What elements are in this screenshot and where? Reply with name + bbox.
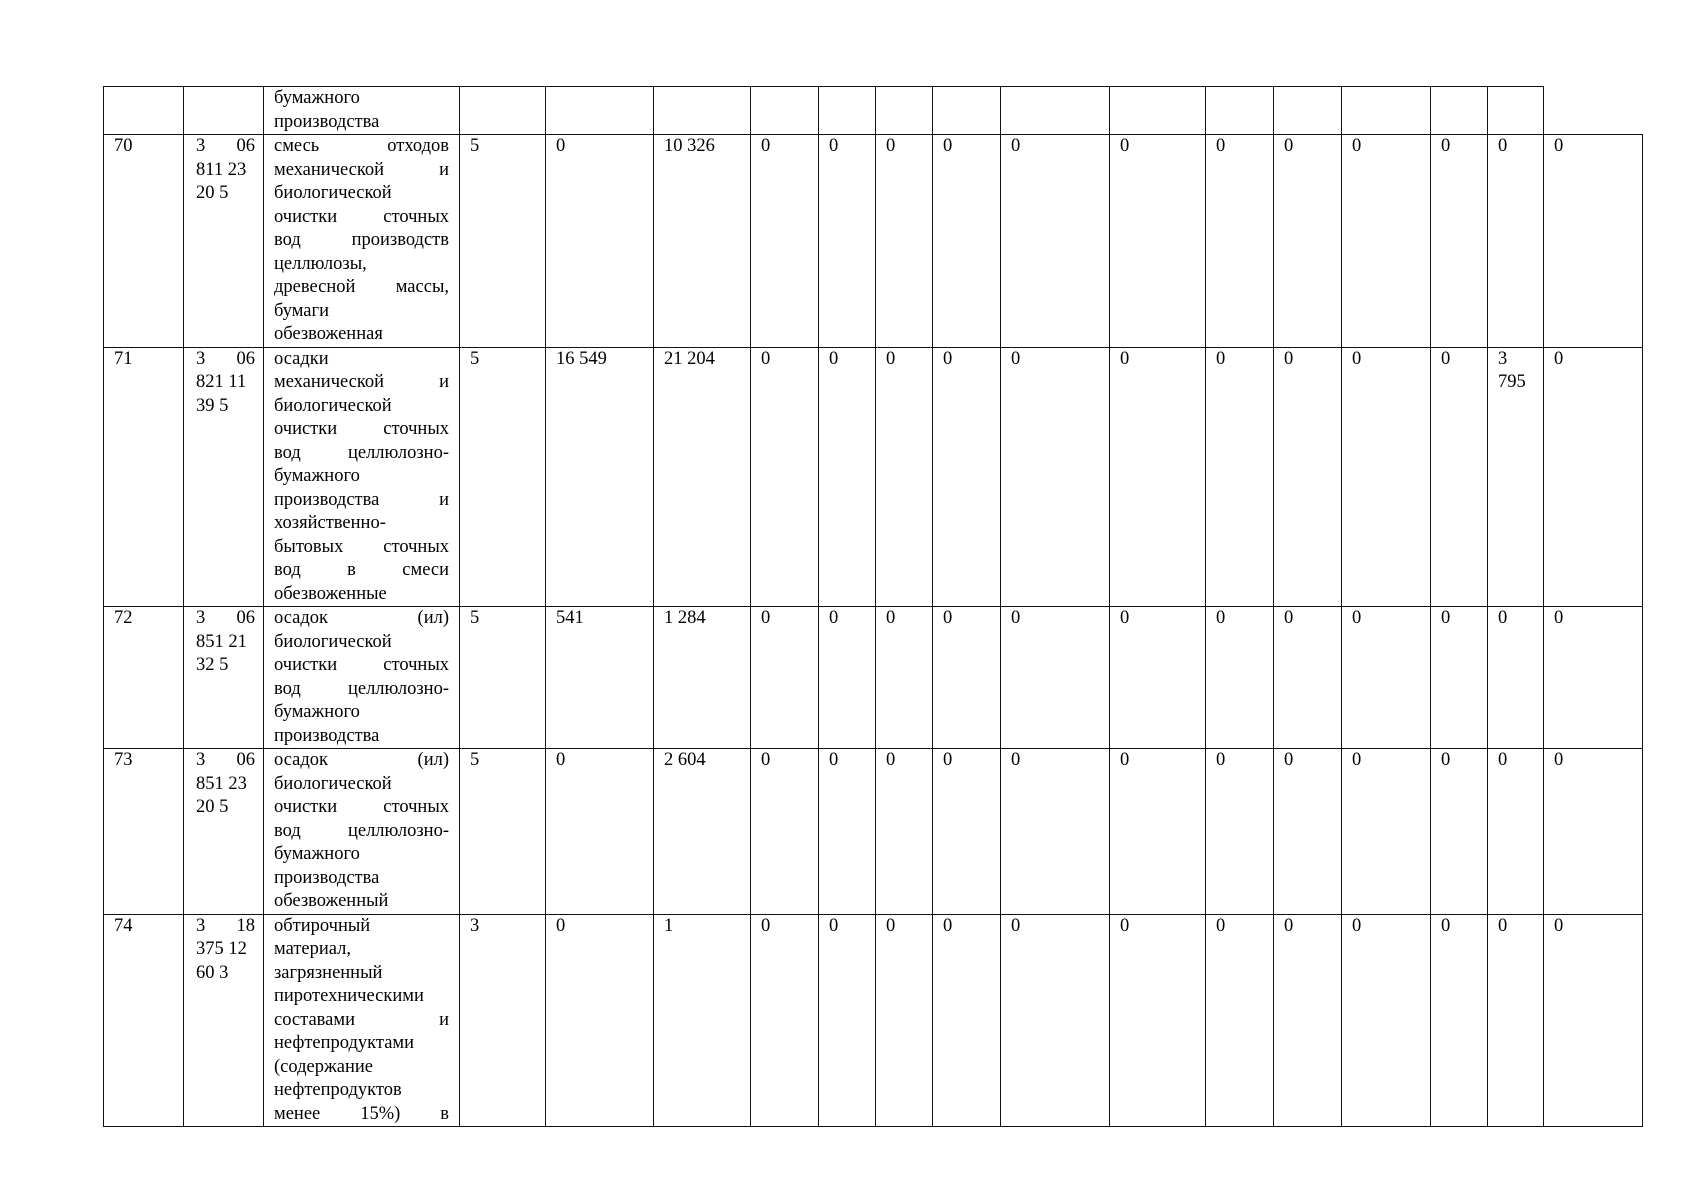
value-cell [1544, 914, 1643, 1127]
value: 0 [943, 750, 953, 770]
value: 0 [1216, 915, 1226, 936]
value-cell [654, 347, 751, 607]
value: 0 [943, 136, 953, 156]
description-line: обтирочный [274, 915, 371, 936]
description-line: пиротехническими [274, 986, 424, 1006]
value: 0 [761, 608, 771, 628]
value-cell [1206, 914, 1274, 1127]
description-line: очистки сточных [274, 797, 449, 817]
value: 0 [1554, 750, 1564, 770]
value: 0 [829, 136, 839, 156]
waste-code-line: 39 5 [196, 395, 229, 416]
waste-code-line: 32 5 [196, 655, 229, 675]
value: 0 [1441, 136, 1451, 156]
value: 0 [1284, 608, 1294, 628]
value: 16 549 [556, 348, 607, 369]
value-cell [1342, 914, 1431, 1127]
value-cell [654, 749, 751, 915]
value: 0 [1120, 348, 1130, 369]
value-cell [751, 749, 819, 915]
value: 0 [1011, 915, 1021, 936]
empty-cell [1274, 87, 1342, 135]
hazard-class: 3 [470, 915, 480, 936]
description-line: бытовых сточных [274, 536, 449, 557]
value: 0 [1284, 136, 1294, 156]
value-cell [546, 914, 654, 1127]
waste-code-line: 3 18 [196, 915, 255, 936]
value-cell [654, 135, 751, 348]
description-line: составами и [274, 1009, 449, 1030]
description-line: целлюлозы, [274, 253, 367, 274]
waste-code-line: 3 06 [196, 750, 255, 770]
table-row [104, 749, 1643, 915]
value: 0 [1554, 348, 1564, 369]
value: 0 [1216, 348, 1226, 369]
empty-cell [654, 87, 751, 135]
table-row [104, 347, 1643, 607]
value-cell [1431, 135, 1488, 348]
value-cell [1431, 347, 1488, 607]
value: 0 [1498, 136, 1508, 156]
table-row [104, 607, 1643, 749]
empty-cell [104, 87, 184, 135]
value-cell [876, 347, 933, 607]
waste-code-line: 60 3 [196, 962, 229, 983]
value-cell [933, 914, 1001, 1127]
description-cell [264, 607, 460, 749]
waste-code-line: 821 11 [196, 372, 247, 392]
value-cell [1110, 914, 1206, 1127]
hazard-class-cell [460, 347, 546, 607]
empty-cell [933, 87, 1001, 135]
value: 0 [1284, 348, 1294, 369]
value: 0 [1441, 348, 1451, 369]
waste-code-line: 375 12 [196, 939, 247, 959]
value: 0 [1498, 915, 1508, 936]
description-line: производства [274, 725, 380, 746]
row-number-cell [104, 135, 184, 348]
value: 0 [943, 915, 953, 936]
empty-cell [184, 87, 264, 135]
empty-cell [1488, 87, 1544, 135]
table-body [104, 87, 1643, 1127]
description-line: обезвоженные [274, 583, 387, 604]
waste-code-cell [184, 749, 264, 915]
value-cell [546, 749, 654, 915]
description-line: осадок (ил) [274, 608, 449, 628]
value: 0 [1120, 915, 1130, 936]
value-cell [1001, 135, 1110, 348]
value: 0 [1011, 348, 1021, 369]
description-cell [264, 347, 460, 607]
empty-cell [751, 87, 819, 135]
value: 0 [1011, 136, 1021, 156]
description-line: (содержание [274, 1056, 373, 1077]
hazard-class: 5 [470, 136, 480, 156]
value: 0 [886, 608, 896, 628]
value: 0 [1498, 608, 1508, 628]
value: 0 [556, 136, 566, 156]
value: 0 [556, 915, 566, 936]
value-cell [1274, 607, 1342, 749]
value: 0 [1441, 915, 1451, 936]
value: 0 [761, 915, 771, 936]
value: 0 [1011, 750, 1021, 770]
description-line: биологической [274, 773, 392, 794]
value-cell [1206, 135, 1274, 348]
value-cell [751, 914, 819, 1127]
waste-code-line: 3 06 [196, 136, 255, 156]
description-line: обезвоженная [274, 324, 383, 344]
value-cell [1001, 914, 1110, 1127]
value: 0 [1216, 608, 1226, 628]
value-cell [1001, 749, 1110, 915]
empty-cell [1342, 87, 1431, 135]
value-cell [1274, 347, 1342, 607]
value-cell [876, 914, 933, 1127]
value-cell [751, 135, 819, 348]
waste-code-line: 851 23 [196, 773, 247, 794]
value: 0 [886, 915, 896, 936]
value: 1 284 [664, 608, 706, 628]
value: 2 604 [664, 750, 706, 770]
row-number-cell [104, 749, 184, 915]
value-cell [546, 347, 654, 607]
table-row [104, 914, 1643, 1127]
value-cell [1342, 347, 1431, 607]
value-cell [933, 607, 1001, 749]
description-line: бумажного [274, 88, 360, 108]
waste-code-line: 20 5 [196, 183, 229, 203]
empty-cell [546, 87, 654, 135]
description-line: бумажного [274, 466, 360, 486]
value-cell [1206, 347, 1274, 607]
table-row-continuation [104, 87, 1643, 135]
value-cell [1544, 607, 1643, 749]
value: 0 [761, 348, 771, 369]
value-cell [654, 914, 751, 1127]
description-line: бумажного [274, 702, 360, 722]
waste-code-cell [184, 607, 264, 749]
value: 0 [1011, 608, 1021, 628]
description-line: бумаги [274, 300, 329, 321]
description-line: вод производств [274, 230, 449, 250]
description-cell [264, 135, 460, 348]
value-cell [1274, 749, 1342, 915]
hazard-class: 5 [470, 608, 480, 628]
value: 0 [886, 348, 896, 369]
row-number: 74 [114, 915, 133, 936]
value-cell [1206, 749, 1274, 915]
value-cell [1342, 749, 1431, 915]
table-row [104, 135, 1643, 348]
description-cell [264, 749, 460, 915]
value-cell [1544, 135, 1643, 348]
value-cell [819, 347, 876, 607]
description-line: биологической [274, 631, 392, 652]
value: 0 [761, 136, 771, 156]
description-line: очистки сточных [274, 419, 449, 439]
value: 0 [829, 750, 839, 770]
value-cell [751, 607, 819, 749]
description-line: механической и [274, 159, 449, 180]
description-line: древесной массы, [274, 277, 449, 297]
waste-data-table [103, 86, 1643, 1127]
value-cell [1110, 135, 1206, 348]
value: 0 [1554, 608, 1564, 628]
value: 0 [829, 608, 839, 628]
description-line: хозяйственно- [274, 513, 386, 533]
value: 541 [556, 608, 584, 628]
value: 0 [1554, 136, 1564, 156]
value: 0 [1284, 750, 1294, 770]
waste-code-line: 3 06 [196, 608, 255, 628]
value-cell [819, 749, 876, 915]
description-line: производства [274, 111, 380, 132]
value-cell [1342, 135, 1431, 348]
row-number: 72 [114, 608, 133, 628]
hazard-class: 5 [470, 348, 480, 369]
value-cell [933, 347, 1001, 607]
value: 0 [556, 750, 566, 770]
value-cell [1488, 749, 1544, 915]
value: 0 [1554, 915, 1564, 936]
empty-cell [819, 87, 876, 135]
value: 0 [1352, 750, 1362, 770]
description-cell [264, 914, 460, 1127]
value-cell [1110, 347, 1206, 607]
description-line: смесь отходов [274, 136, 449, 156]
value: 0 [1441, 608, 1451, 628]
value-cell [546, 607, 654, 749]
description-line: вод в смеси [274, 560, 449, 580]
value-cell [1001, 347, 1110, 607]
value-cell [1544, 749, 1643, 915]
value-cell [751, 347, 819, 607]
value-cell [876, 135, 933, 348]
value: 0 [1352, 136, 1362, 156]
value: 10 326 [664, 136, 715, 156]
description-line: механической и [274, 372, 449, 392]
description-cell [264, 87, 460, 135]
value: 0 [1216, 136, 1226, 156]
value: 0 [943, 348, 953, 369]
value-cell [1110, 749, 1206, 915]
description-line: обезвоженный [274, 891, 389, 911]
value: 0 [1120, 136, 1130, 156]
value-cell [546, 135, 654, 348]
description-line: биологической [274, 395, 392, 416]
value-cell [819, 914, 876, 1127]
description-line: производства [274, 867, 380, 888]
value-cell [1274, 135, 1342, 348]
description-line: биологической [274, 183, 392, 203]
description-line: осадок (ил) [274, 750, 449, 770]
waste-code-cell [184, 135, 264, 348]
value: 0 [1498, 750, 1508, 770]
value-cell [1488, 914, 1544, 1127]
empty-cell [1431, 87, 1488, 135]
value-cell [1544, 347, 1643, 607]
waste-code-line: 811 23 [196, 159, 247, 180]
value-cell [1488, 347, 1544, 607]
value: 0 [1352, 915, 1362, 936]
description-line: менее 15%) в [274, 1103, 449, 1124]
description-line: нефтепродуктов [274, 1080, 402, 1100]
waste-code-line: 851 21 [196, 631, 247, 652]
value-cell [1110, 607, 1206, 749]
description-line: очистки сточных [274, 655, 449, 675]
value-cell [1431, 749, 1488, 915]
value: 0 [1352, 348, 1362, 369]
value: 0 [829, 915, 839, 936]
value: 0 [886, 750, 896, 770]
description-line: производства и [274, 489, 449, 510]
empty-cell [1001, 87, 1110, 135]
value: 0 [886, 136, 896, 156]
value: 3 795 [1498, 348, 1526, 392]
value: 0 [1284, 915, 1294, 936]
description-line: вод целлюлозно- [274, 820, 449, 841]
value: 0 [1352, 608, 1362, 628]
value: 21 204 [664, 348, 715, 369]
value-cell [1488, 135, 1544, 348]
description-line: загрязненный [274, 962, 383, 983]
row-number: 71 [114, 348, 133, 369]
value: 0 [1120, 608, 1130, 628]
row-number-cell [104, 347, 184, 607]
value-cell [1431, 914, 1488, 1127]
description-line: нефтепродуктами [274, 1033, 415, 1053]
value: 0 [761, 750, 771, 770]
value: 0 [1441, 750, 1451, 770]
value-cell [1488, 607, 1544, 749]
empty-cell [460, 87, 546, 135]
empty-cell [1206, 87, 1274, 135]
waste-code-cell [184, 914, 264, 1127]
value: 0 [1120, 750, 1130, 770]
waste-code-line: 20 5 [196, 797, 229, 817]
hazard-class-cell [460, 914, 546, 1127]
row-number: 70 [114, 136, 133, 156]
value-cell [1431, 607, 1488, 749]
value: 0 [1216, 750, 1226, 770]
waste-code-line: 3 06 [196, 348, 255, 369]
waste-code-cell [184, 347, 264, 607]
value-cell [819, 135, 876, 348]
description-line: вод целлюлозно- [274, 442, 449, 463]
hazard-class-cell [460, 135, 546, 348]
value-cell [1206, 607, 1274, 749]
row-number: 73 [114, 750, 133, 770]
hazard-class: 5 [470, 750, 480, 770]
value-cell [1001, 607, 1110, 749]
value-cell [1274, 914, 1342, 1127]
hazard-class-cell [460, 607, 546, 749]
hazard-class-cell [460, 749, 546, 915]
value: 1 [664, 915, 674, 936]
row-number-cell [104, 607, 184, 749]
value-cell [654, 607, 751, 749]
value-cell [819, 607, 876, 749]
empty-cell [876, 87, 933, 135]
description-line: материал, [274, 939, 351, 959]
description-line: вод целлюлозно- [274, 678, 449, 699]
description-line: бумажного [274, 844, 360, 864]
value-cell [876, 749, 933, 915]
value-cell [876, 607, 933, 749]
value-cell [933, 749, 1001, 915]
value-cell [933, 135, 1001, 348]
description-line: осадки [274, 348, 329, 369]
value: 0 [943, 608, 953, 628]
value-cell [1342, 607, 1431, 749]
row-number-cell [104, 914, 184, 1127]
description-line: очистки сточных [274, 206, 449, 227]
empty-cell [1110, 87, 1206, 135]
value: 0 [829, 348, 839, 369]
